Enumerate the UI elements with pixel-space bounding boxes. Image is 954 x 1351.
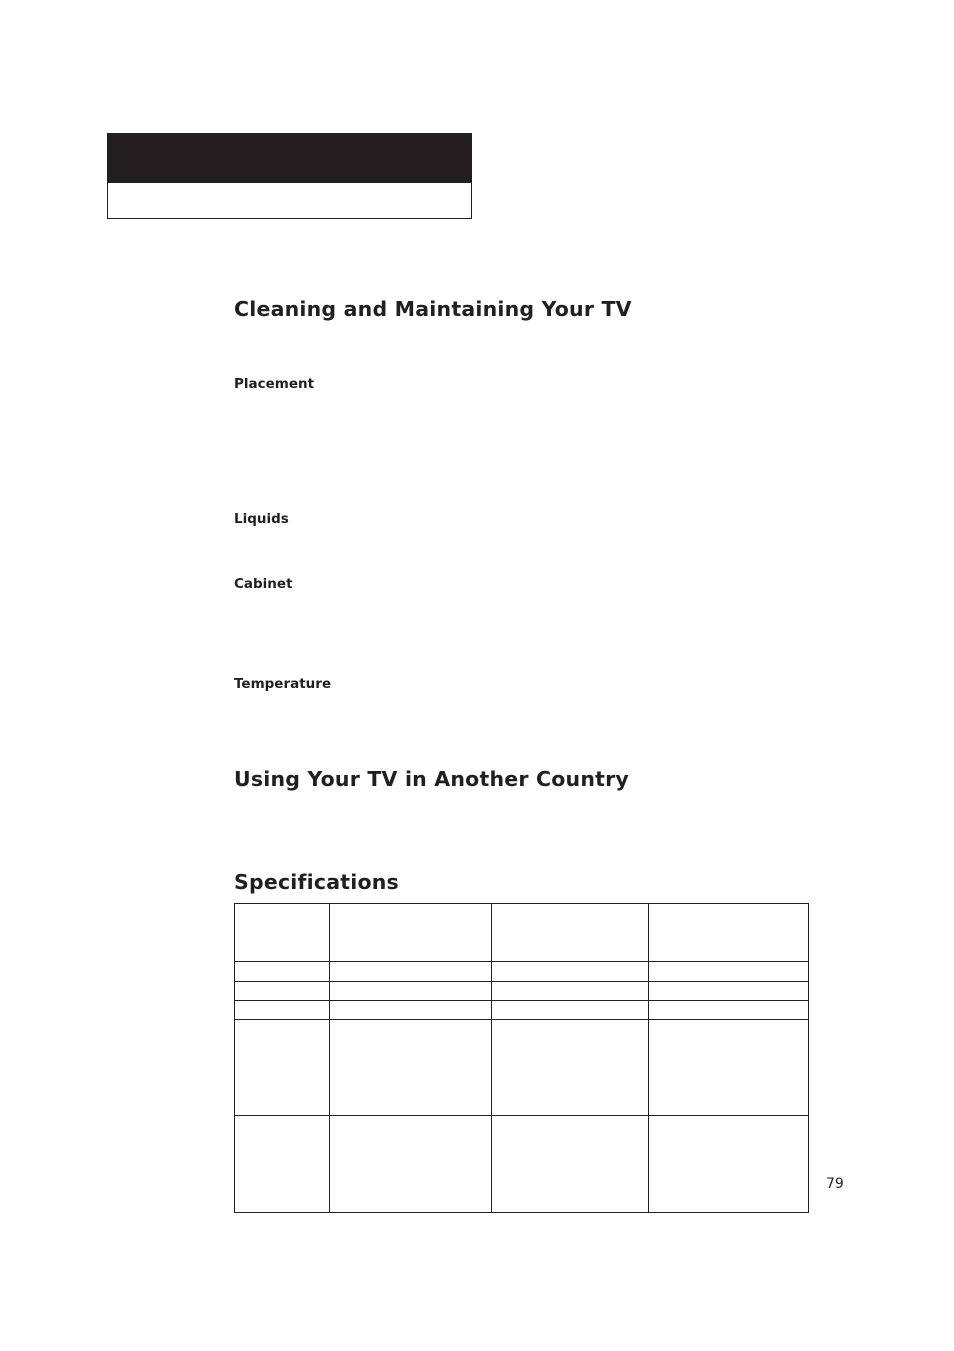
table-cell — [330, 982, 492, 1001]
table-cell — [492, 1001, 649, 1020]
table-cell — [330, 962, 492, 982]
table-row — [235, 904, 809, 962]
table-cell — [235, 962, 330, 982]
table-cell — [330, 1001, 492, 1020]
table-row — [235, 982, 809, 1001]
table-cell — [492, 904, 649, 962]
subheading-cabinet: Cabinet — [234, 576, 293, 592]
table-cell — [649, 1116, 809, 1213]
heading-cleaning: Cleaning and Maintaining Your TV — [234, 297, 632, 321]
table-cell — [235, 1020, 330, 1116]
table-row — [235, 1020, 809, 1116]
table-cell — [330, 1116, 492, 1213]
subheading-temperature: Temperature — [234, 676, 332, 692]
specifications-table — [234, 903, 809, 1213]
subheading-placement: Placement — [234, 376, 315, 392]
table-cell — [492, 982, 649, 1001]
chapter-header-block — [107, 133, 472, 219]
table-cell — [649, 1020, 809, 1116]
table-cell — [492, 1116, 649, 1213]
table-row — [235, 1116, 809, 1213]
table-cell — [649, 904, 809, 962]
table-row — [235, 962, 809, 982]
table-cell — [235, 904, 330, 962]
table-cell — [649, 1001, 809, 1020]
table-cell — [330, 1020, 492, 1116]
table-cell — [492, 962, 649, 982]
chapter-header-bar — [108, 134, 471, 183]
heading-specifications: Specifications — [234, 870, 399, 894]
table-cell — [649, 962, 809, 982]
table-cell — [330, 904, 492, 962]
table-cell — [235, 1001, 330, 1020]
table-cell — [492, 1020, 649, 1116]
page-number: 79 — [826, 1176, 844, 1192]
subheading-liquids: Liquids — [234, 511, 289, 527]
table-cell — [649, 982, 809, 1001]
table-cell — [235, 1116, 330, 1213]
heading-another-country: Using Your TV in Another Country — [234, 767, 629, 791]
table-cell — [235, 982, 330, 1001]
table-row — [235, 1001, 809, 1020]
